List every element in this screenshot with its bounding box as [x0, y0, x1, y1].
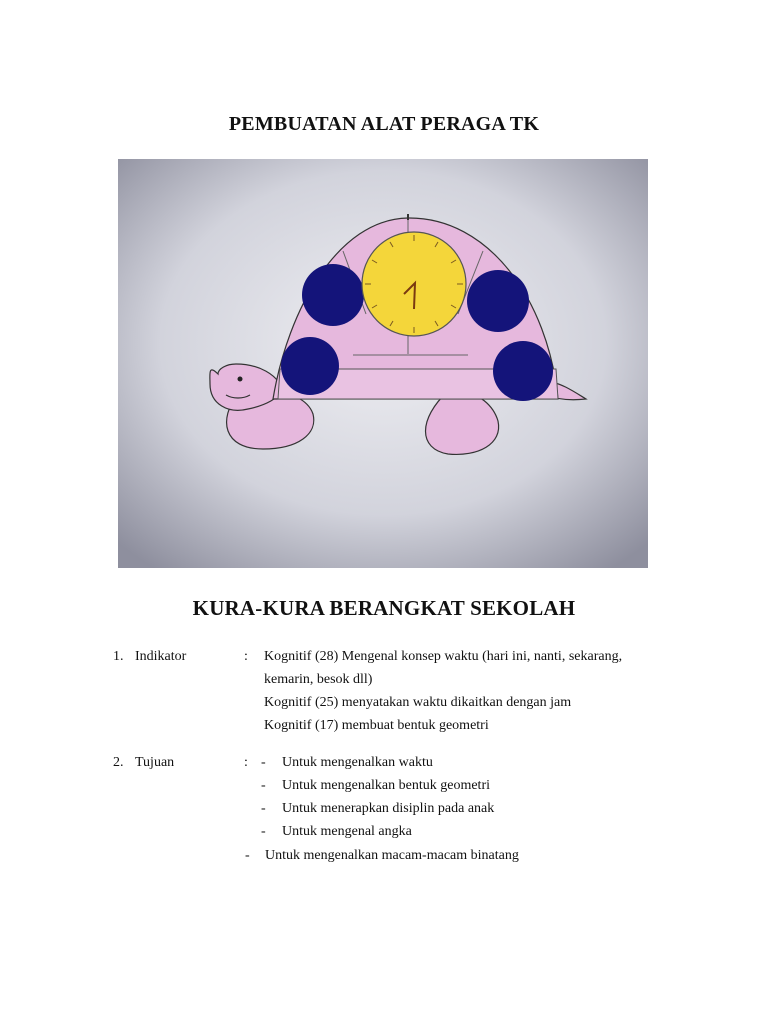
item-label: Tujuan: [135, 755, 175, 770]
list-item: Kognitif (17) membuat bentuk geometri: [264, 718, 489, 733]
list-item: Untuk menerapkan disiplin pada anak: [282, 801, 495, 816]
list-item: Untuk mengenalkan waktu: [282, 755, 433, 770]
bullet: -: [261, 778, 266, 793]
page-title: PEMBUATAN ALAT PERAGA TK: [228, 113, 540, 135]
list-item: Untuk mengenalkan macam-macam binatang: [265, 848, 519, 863]
list-item: Untuk mengenalkan bentuk geometri: [282, 778, 490, 793]
item-colon: :: [244, 755, 248, 770]
list-item: Kognitif (28) Mengenal konsep waktu (hari ini, nanti, sekarang,: [264, 649, 623, 664]
bullet: -: [261, 755, 266, 770]
item-number: 2.: [113, 755, 124, 770]
item-number: 1.: [113, 649, 124, 664]
list-item: Untuk mengenal angka: [282, 824, 412, 839]
turtle-photo: [118, 159, 648, 568]
bullet: -: [261, 824, 266, 839]
list-item: kemarin, besok dll): [264, 672, 373, 687]
bullet: -: [245, 848, 250, 863]
item-colon: :: [244, 649, 248, 664]
item-label: Indikator: [135, 649, 187, 664]
list-item: Kognitif (25) menyatakan waktu dikaitkan dengan jam: [264, 695, 572, 710]
bullet: -: [261, 801, 266, 816]
section-title: KURA-KURA BERANGKAT SEKOLAH: [192, 596, 576, 620]
